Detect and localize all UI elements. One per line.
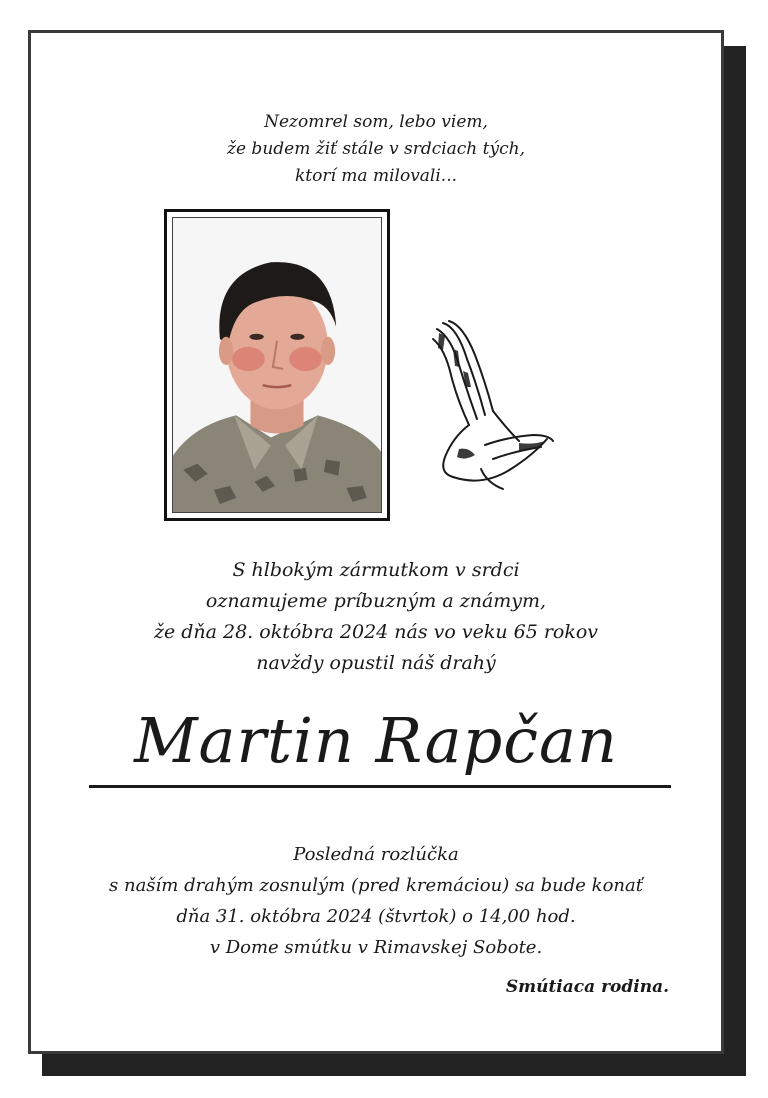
death-announcement <box>31 555 721 679</box>
quote-line: Nezomrel som, lebo viem, <box>264 112 488 132</box>
obituary-card <box>28 30 724 1054</box>
farewell-line: Posledná rozlúčka <box>293 844 459 865</box>
funeral-details <box>31 839 721 963</box>
quote-line: že budem žiť stále v srdciach tých, <box>227 139 525 159</box>
praying-hands-icon <box>423 319 557 493</box>
quote-line: ktorí ma milovali... <box>294 166 458 186</box>
announcement-line: že dňa 28. októbra 2024 nás vo veku 65 rokov <box>153 621 599 643</box>
portrait-photo <box>172 217 382 513</box>
family-signature: Smútiaca rodina. <box>505 977 669 997</box>
announcement-line: oznamujeme príbuzným a známym, <box>205 590 547 612</box>
name-underline <box>89 785 671 788</box>
announcement-line: navždy opustil náš drahý <box>256 652 496 674</box>
deceased-name: Martin Rapčan <box>134 704 618 777</box>
announcement-line: S hlbokým zármutkom v srdci <box>232 559 520 581</box>
memorial-quote <box>31 109 721 190</box>
portrait-frame <box>164 209 390 521</box>
farewell-line: s naším drahým zosnulým (pred kremáciou) sa bude konať <box>109 875 643 896</box>
portrait-illustration <box>173 218 381 512</box>
farewell-line: dňa 31. októbra 2024 (štvrtok) o 14,00 hod. <box>176 906 576 927</box>
farewell-line: v Dome smútku v Rimavskej Sobote. <box>209 937 543 958</box>
